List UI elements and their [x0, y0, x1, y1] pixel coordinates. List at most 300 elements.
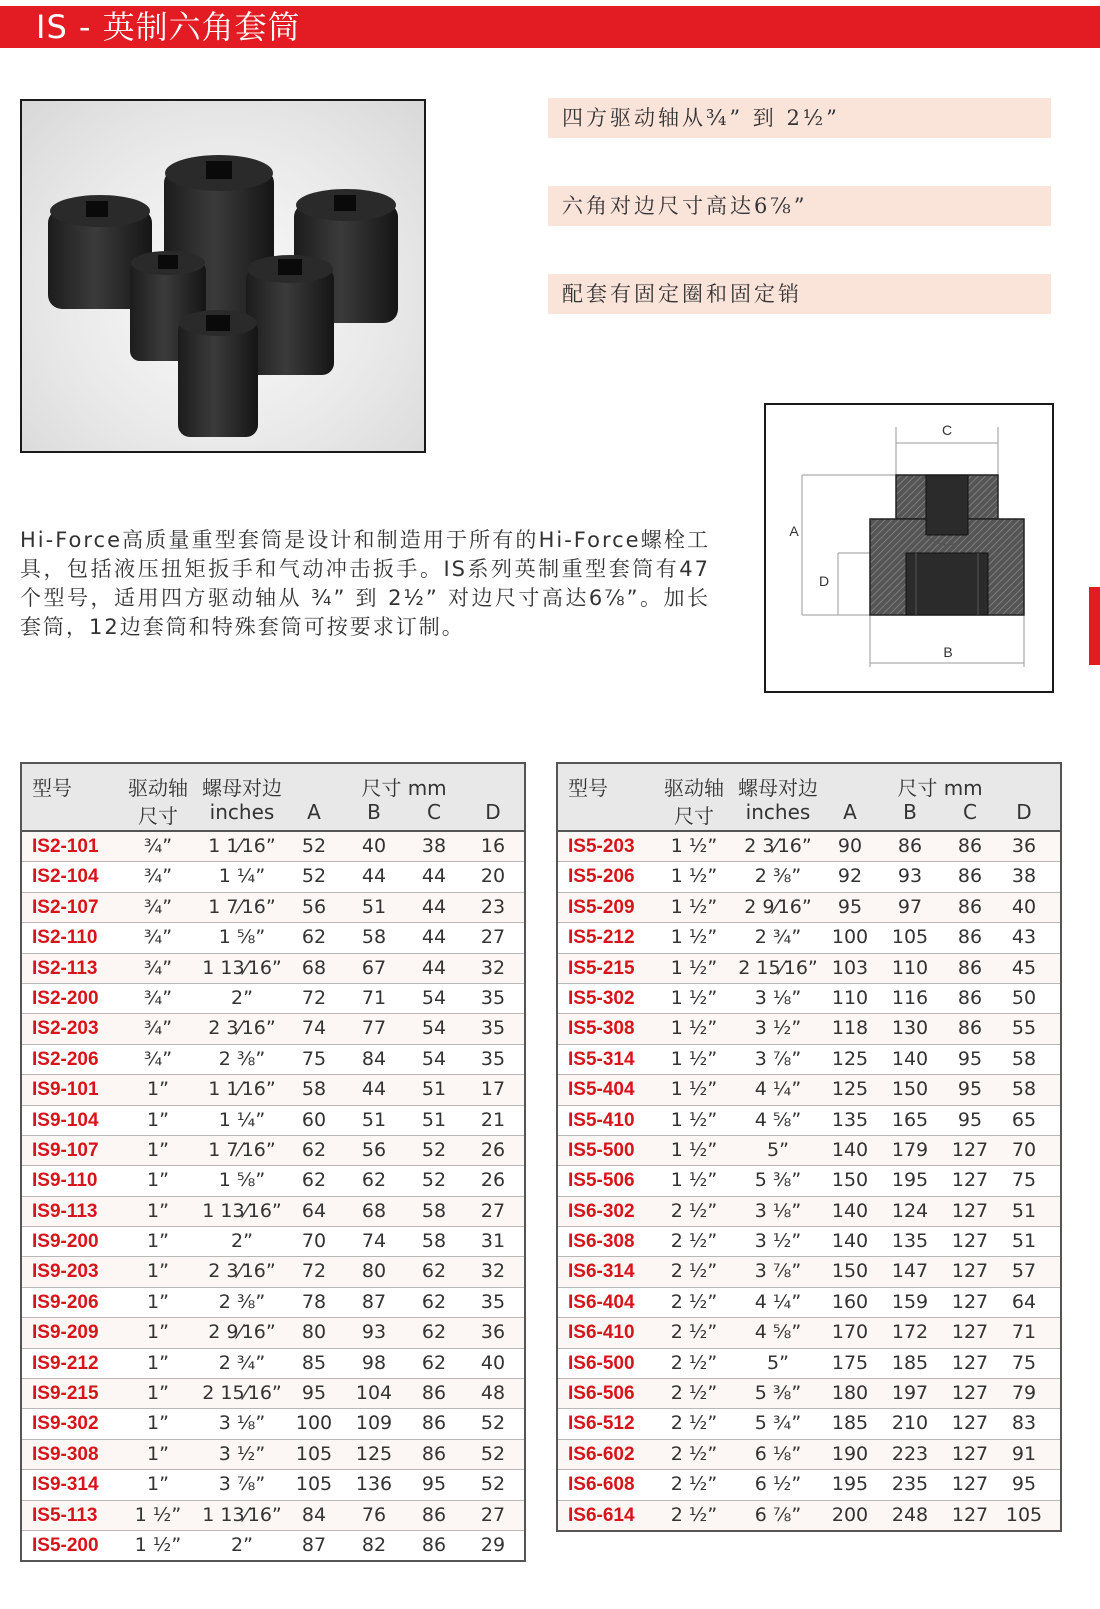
table-row — [22, 1408, 524, 1438]
cell-hex: 1 7⁄16” — [208, 895, 276, 918]
cell-b: 71 — [361, 986, 387, 1009]
cell-drive: 2 ½” — [670, 1290, 718, 1313]
table-row — [558, 1317, 1060, 1347]
header-drive: 驱动轴 — [664, 776, 724, 800]
cell-d: 48 — [480, 1382, 506, 1405]
cell-a: 84 — [301, 1503, 327, 1526]
cell-d: 52 — [480, 1412, 506, 1435]
table-body — [558, 832, 1060, 1530]
cell-b: 84 — [361, 1047, 387, 1070]
cell-hex: 5 ⅜” — [754, 1382, 802, 1405]
cell-drive: 2 ½” — [670, 1442, 718, 1465]
cell-b: 105 — [891, 926, 929, 949]
cell-drive: 1 ½” — [670, 1017, 718, 1040]
table-row — [558, 953, 1060, 983]
cell-b: 86 — [897, 835, 923, 857]
cell-d: 35 — [480, 1017, 506, 1040]
cell-b: 98 — [361, 1351, 387, 1374]
cell-drive: 1” — [147, 1473, 169, 1496]
cell-c: 51 — [421, 1078, 447, 1101]
cell-b: 109 — [355, 1412, 393, 1435]
cell-hex: 2 ¾” — [218, 1351, 266, 1374]
sockets-illustration — [22, 101, 424, 451]
cell-a: 200 — [831, 1503, 869, 1526]
cell-a: 105 — [295, 1442, 333, 1465]
cell-d: 32 — [480, 956, 506, 979]
cell-hex: 2 9⁄16” — [208, 1321, 276, 1344]
cell-d: 58 — [1011, 1047, 1037, 1070]
cell-c: 62 — [421, 1321, 447, 1344]
table-row — [22, 1500, 524, 1530]
cell-c: 54 — [421, 1017, 447, 1040]
cell-d: 55 — [1011, 1017, 1037, 1040]
table-row — [558, 1105, 1060, 1135]
cell-model: IS5-212 — [568, 927, 635, 949]
cell-hex: 4 ⅝” — [754, 1108, 802, 1131]
cell-c: 62 — [421, 1260, 447, 1283]
table-row — [22, 1317, 524, 1347]
cell-d: 27 — [480, 926, 506, 949]
table-row — [22, 1287, 524, 1317]
cell-c: 86 — [421, 1412, 447, 1435]
cell-hex: 1 1⁄16” — [208, 1078, 276, 1101]
cell-c: 86 — [957, 1017, 983, 1040]
header-hex-sub: inches — [745, 800, 811, 824]
cell-hex: 4 ⅝” — [754, 1321, 802, 1344]
cell-d: 40 — [1011, 895, 1037, 918]
cell-a: 75 — [301, 1047, 327, 1070]
cell-d: 75 — [1011, 1169, 1037, 1192]
cell-a: 62 — [301, 1169, 327, 1192]
cell-drive: ¾” — [143, 895, 173, 918]
table-row — [558, 1348, 1060, 1378]
feature-retaining-ring: 配套有固定圈和固定销 — [548, 274, 1051, 314]
cell-d: 26 — [480, 1169, 506, 1192]
cell-c: 86 — [957, 835, 983, 857]
cell-hex: 6 ½” — [754, 1473, 802, 1496]
cell-d: 29 — [480, 1533, 506, 1556]
table-row — [558, 1439, 1060, 1469]
cell-hex: 3 ½” — [218, 1442, 266, 1465]
table-row — [558, 832, 1060, 861]
cell-b: 197 — [891, 1382, 929, 1405]
table-row — [558, 861, 1060, 891]
cell-model: IS6-302 — [568, 1200, 635, 1222]
table-header — [558, 764, 1060, 832]
cell-model: IS6-314 — [568, 1261, 635, 1283]
cell-d: 52 — [480, 1442, 506, 1465]
cell-b: 44 — [361, 865, 387, 888]
cell-hex: 2” — [231, 986, 253, 1009]
cell-c: 58 — [421, 1199, 447, 1222]
cell-hex: 4 ¼” — [754, 1290, 802, 1313]
cell-drive: 2 ½” — [670, 1503, 718, 1526]
cell-d: 75 — [1011, 1351, 1037, 1374]
cell-c: 127 — [951, 1503, 989, 1526]
cell-model: IS9-302 — [32, 1413, 99, 1435]
cell-hex: 1 13⁄16” — [202, 1199, 282, 1222]
cell-d: 36 — [1011, 835, 1037, 857]
cell-hex: 1 ¼” — [218, 1108, 266, 1131]
cell-b: 172 — [891, 1321, 929, 1344]
cell-model: IS9-212 — [32, 1352, 99, 1374]
cell-b: 93 — [361, 1321, 387, 1344]
cell-drive: 1 ½” — [670, 1108, 718, 1131]
cell-d: 65 — [1011, 1108, 1037, 1131]
cell-drive: 1 ½” — [670, 1047, 718, 1070]
table-row — [558, 1287, 1060, 1317]
cell-b: 87 — [361, 1290, 387, 1313]
table-row — [558, 1165, 1060, 1195]
cell-b: 185 — [891, 1351, 929, 1374]
cell-model: IS9-203 — [32, 1261, 99, 1283]
cell-a: 100 — [831, 926, 869, 949]
cell-a: 180 — [831, 1382, 869, 1405]
cell-hex: 6 ⅛” — [754, 1442, 802, 1465]
cell-model: IS2-107 — [32, 896, 99, 918]
cell-b: 124 — [891, 1199, 929, 1222]
cell-d: 16 — [480, 835, 506, 857]
cell-b: 97 — [897, 895, 923, 918]
cell-drive: 2 ½” — [670, 1382, 718, 1405]
cell-hex: 2 3⁄16” — [208, 1017, 276, 1040]
cell-hex: 2” — [231, 1533, 253, 1556]
cell-b: 159 — [891, 1290, 929, 1313]
cell-drive: 2 ½” — [670, 1260, 718, 1283]
cell-d: 21 — [480, 1108, 506, 1131]
header-a: A — [843, 800, 857, 824]
page-title: IS - 英制六角套筒 — [36, 8, 301, 46]
cell-a: 87 — [301, 1533, 327, 1556]
cell-hex: 5” — [767, 1351, 789, 1374]
cell-a: 68 — [301, 956, 327, 979]
cell-drive: 1 ½” — [670, 956, 718, 979]
cell-b: 248 — [891, 1503, 929, 1526]
cell-c: 58 — [421, 1230, 447, 1253]
cell-b: 235 — [891, 1473, 929, 1496]
page-edge-tab — [1089, 587, 1100, 665]
cell-drive: 1” — [147, 1382, 169, 1405]
cell-c: 95 — [957, 1078, 983, 1101]
cell-hex: 3 ⅞” — [218, 1473, 266, 1496]
table-row — [558, 1074, 1060, 1104]
cell-d: 35 — [480, 986, 506, 1009]
cell-b: 44 — [361, 1078, 387, 1101]
table-row — [558, 1044, 1060, 1074]
cell-drive: 1” — [147, 1260, 169, 1283]
cell-drive: ¾” — [143, 835, 173, 857]
cell-drive: 1 ½” — [670, 1138, 718, 1161]
cell-drive: 1” — [147, 1078, 169, 1101]
cell-model: IS5-500 — [568, 1139, 635, 1161]
cell-model: IS6-308 — [568, 1231, 635, 1253]
cell-c: 52 — [421, 1138, 447, 1161]
table-row — [558, 1500, 1060, 1530]
cell-hex: 4 ¼” — [754, 1078, 802, 1101]
cell-model: IS2-206 — [32, 1048, 99, 1070]
cell-a: 125 — [831, 1078, 869, 1101]
cell-drive: 1” — [147, 1290, 169, 1313]
cell-a: 62 — [301, 1138, 327, 1161]
cell-a: 160 — [831, 1290, 869, 1313]
spec-table-right — [556, 762, 1062, 1532]
cell-d: 32 — [480, 1260, 506, 1283]
cell-b: 179 — [891, 1138, 929, 1161]
cell-d: 57 — [1011, 1260, 1037, 1283]
cell-b: 130 — [891, 1017, 929, 1040]
cell-model: IS2-200 — [32, 987, 99, 1009]
cell-hex: 1 13⁄16” — [202, 956, 282, 979]
cell-b: 165 — [891, 1108, 929, 1131]
cell-c: 95 — [957, 1108, 983, 1131]
cell-b: 74 — [361, 1230, 387, 1253]
cell-model: IS5-206 — [568, 866, 635, 888]
cell-b: 76 — [361, 1503, 387, 1526]
table-row — [22, 1044, 524, 1074]
cell-c: 44 — [421, 865, 447, 888]
table-row — [558, 1196, 1060, 1226]
cell-d: 35 — [480, 1047, 506, 1070]
cell-d: 71 — [1011, 1321, 1037, 1344]
cell-hex: 1 13⁄16” — [202, 1503, 282, 1526]
cell-model: IS5-506 — [568, 1170, 635, 1192]
cell-d: 17 — [480, 1078, 506, 1101]
cell-c: 86 — [421, 1382, 447, 1405]
product-photo — [20, 99, 426, 453]
header-hex: 螺母对边 — [202, 776, 282, 800]
cell-drive: 1 ½” — [670, 926, 718, 949]
cell-hex: 3 ½” — [754, 1017, 802, 1040]
cell-a: 90 — [837, 835, 863, 857]
header-bar — [0, 6, 1100, 48]
header-model: 型号 — [32, 776, 72, 800]
cell-a: 185 — [831, 1412, 869, 1435]
cell-d: 20 — [480, 865, 506, 888]
cell-hex: 1 ¼” — [218, 865, 266, 888]
cell-a: 135 — [831, 1108, 869, 1131]
cell-drive: 2 ½” — [670, 1199, 718, 1222]
cell-model: IS2-101 — [32, 836, 99, 857]
cell-drive: 1 ½” — [134, 1533, 182, 1556]
cell-a: 170 — [831, 1321, 869, 1344]
cell-a: 175 — [831, 1351, 869, 1374]
cell-a: 118 — [831, 1017, 869, 1040]
cell-c: 127 — [951, 1138, 989, 1161]
header-d: D — [1016, 800, 1032, 824]
cell-b: 125 — [355, 1442, 393, 1465]
cell-a: 52 — [301, 865, 327, 888]
cell-model: IS6-410 — [568, 1322, 635, 1344]
table-row — [22, 892, 524, 922]
table-header — [22, 764, 524, 832]
cell-model: IS5-314 — [568, 1048, 635, 1070]
cell-a: 78 — [301, 1290, 327, 1313]
cell-hex: 1 ⅝” — [218, 926, 266, 949]
cell-model: IS2-104 — [32, 866, 99, 888]
cell-hex: 3 ⅞” — [754, 1260, 802, 1283]
table-row — [22, 983, 524, 1013]
cell-d: 50 — [1011, 986, 1037, 1009]
cell-c: 51 — [421, 1108, 447, 1131]
cell-drive: 1 ½” — [670, 1169, 718, 1192]
cell-drive: 1” — [147, 1230, 169, 1253]
cell-model: IS5-410 — [568, 1109, 635, 1131]
cell-d: 23 — [480, 895, 506, 918]
table-row — [22, 1439, 524, 1469]
cell-model: IS9-113 — [32, 1200, 98, 1222]
cell-d: 91 — [1011, 1442, 1037, 1465]
cell-drive: ¾” — [143, 986, 173, 1009]
cell-drive: ¾” — [143, 865, 173, 888]
cell-model: IS5-308 — [568, 1018, 635, 1040]
cell-c: 86 — [421, 1503, 447, 1526]
cell-drive: 1” — [147, 1138, 169, 1161]
dim-label-b: B — [943, 644, 953, 660]
cell-c: 86 — [957, 895, 983, 918]
cell-c: 86 — [421, 1533, 447, 1556]
cell-b: 140 — [891, 1047, 929, 1070]
header-drive: 驱动轴 — [128, 776, 188, 800]
cell-model: IS5-215 — [568, 957, 635, 979]
cell-a: 95 — [301, 1382, 327, 1405]
cell-d: 31 — [480, 1230, 506, 1253]
header-b: B — [903, 800, 917, 824]
cell-drive: 2 ½” — [670, 1351, 718, 1374]
table-row — [558, 1256, 1060, 1286]
cell-drive: 2 ½” — [670, 1321, 718, 1344]
cell-d: 64 — [1011, 1290, 1037, 1313]
cell-a: 80 — [301, 1321, 327, 1344]
header-drive-sub: 尺寸 — [138, 804, 178, 828]
cell-a: 56 — [301, 895, 327, 918]
cell-a: 140 — [831, 1230, 869, 1253]
cell-a: 92 — [837, 865, 863, 888]
cell-hex: 2 15⁄16” — [738, 956, 818, 979]
table-row — [22, 1013, 524, 1043]
cell-a: 125 — [831, 1047, 869, 1070]
cell-a: 72 — [301, 1260, 327, 1283]
cell-drive: 1” — [147, 1321, 169, 1344]
cell-model: IS5-203 — [568, 836, 635, 857]
dim-label-c: C — [941, 422, 953, 438]
dim-label-a: A — [789, 523, 799, 539]
cell-b: 40 — [361, 835, 387, 857]
cell-a: 95 — [837, 895, 863, 918]
table-row — [22, 1378, 524, 1408]
cell-hex: 2 ¾” — [754, 926, 802, 949]
cell-b: 110 — [891, 956, 929, 979]
header-b: B — [367, 800, 381, 824]
cell-hex: 3 ⅛” — [754, 1199, 802, 1222]
cell-d: 36 — [480, 1321, 506, 1344]
cell-drive: ¾” — [143, 926, 173, 949]
cell-a: 64 — [301, 1199, 327, 1222]
header-hex-sub: inches — [209, 800, 275, 824]
cell-b: 116 — [891, 986, 929, 1009]
cell-hex: 3 ⅛” — [754, 986, 802, 1009]
cell-d: 27 — [480, 1503, 506, 1526]
cell-c: 127 — [951, 1351, 989, 1374]
cell-c: 127 — [951, 1442, 989, 1465]
cell-model: IS9-107 — [32, 1139, 99, 1161]
cell-hex: 2 15⁄16” — [202, 1382, 282, 1405]
cell-c: 38 — [421, 835, 447, 857]
table-row — [22, 832, 524, 861]
table-row — [22, 1469, 524, 1499]
cell-hex: 2 9⁄16” — [744, 895, 812, 918]
cell-drive: 1 ½” — [670, 865, 718, 888]
cell-c: 44 — [421, 926, 447, 949]
cell-c: 44 — [421, 956, 447, 979]
table-row — [22, 1135, 524, 1165]
cell-drive: 1” — [147, 1412, 169, 1435]
cell-b: 56 — [361, 1138, 387, 1161]
cell-c: 86 — [957, 926, 983, 949]
spec-table-left — [20, 762, 526, 1562]
cell-d: 105 — [1005, 1503, 1043, 1526]
cell-hex: 3 ½” — [754, 1230, 802, 1253]
cell-b: 62 — [361, 1169, 387, 1192]
cell-b: 104 — [355, 1382, 393, 1405]
header-c: C — [963, 800, 977, 824]
cell-a: 105 — [295, 1473, 333, 1496]
cell-c: 127 — [951, 1260, 989, 1283]
cell-a: 52 — [301, 835, 327, 857]
cell-drive: 2 ½” — [670, 1412, 718, 1435]
header-dims: 尺寸 mm — [361, 776, 447, 800]
cell-model: IS6-608 — [568, 1474, 635, 1496]
cell-model: IS6-614 — [568, 1504, 635, 1526]
cell-c: 127 — [951, 1169, 989, 1192]
dimension-drawing — [766, 405, 1052, 691]
cell-model: IS6-512 — [568, 1413, 635, 1435]
table-row — [558, 1378, 1060, 1408]
table-row — [558, 892, 1060, 922]
cell-model: IS9-104 — [32, 1109, 99, 1131]
socket-section — [870, 475, 1024, 615]
cell-drive: 1” — [147, 1351, 169, 1374]
cell-model: IS5-302 — [568, 987, 635, 1009]
cell-a: 190 — [831, 1442, 869, 1465]
cell-model: IS9-215 — [32, 1383, 99, 1405]
cell-hex: 5 ¾” — [754, 1412, 802, 1435]
cell-d: 38 — [1011, 865, 1037, 888]
cell-hex: 1 1⁄16” — [208, 835, 276, 857]
header-dims: 尺寸 mm — [897, 776, 983, 800]
cell-a: 85 — [301, 1351, 327, 1374]
feature-drive-range: 四方驱动轴从¾” 到 2½” — [548, 98, 1051, 138]
cell-drive: 1 ½” — [670, 1078, 718, 1101]
cell-model: IS5-200 — [32, 1534, 99, 1556]
table-row — [558, 983, 1060, 1013]
table-row — [22, 1530, 524, 1560]
cell-d: 27 — [480, 1199, 506, 1222]
cell-model: IS5-209 — [568, 896, 635, 918]
cell-d: 43 — [1011, 926, 1037, 949]
table-row — [558, 1226, 1060, 1256]
table-row — [22, 1165, 524, 1195]
cell-drive: ¾” — [143, 1017, 173, 1040]
table-row — [22, 953, 524, 983]
cell-c: 86 — [957, 956, 983, 979]
table-row — [558, 922, 1060, 952]
header-hex: 螺母对边 — [738, 776, 818, 800]
cell-c: 127 — [951, 1382, 989, 1405]
cell-drive: 1 ½” — [670, 895, 718, 918]
cell-a: 100 — [295, 1412, 333, 1435]
cell-hex: 2 ⅜” — [218, 1290, 266, 1313]
cell-hex: 2 ⅜” — [754, 865, 802, 888]
